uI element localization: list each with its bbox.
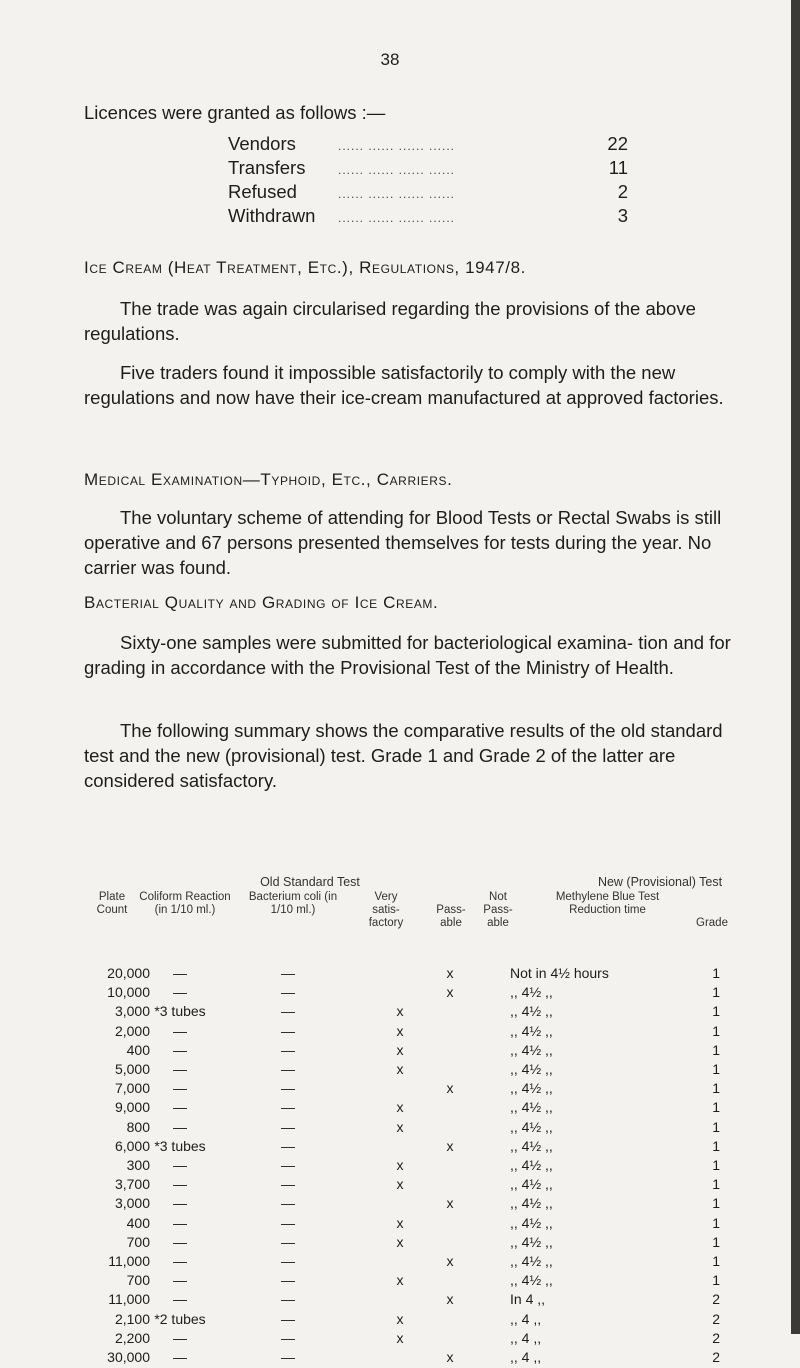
header-grade: Grade [696,917,728,929]
cell-plate-count: 700 [126,1233,150,1250]
table-row [0,1176,800,1195]
licence-label: Withdrawn [228,205,316,226]
cell-grade: 2 [712,1329,720,1346]
cell-plate-count: 11,000 [108,1253,150,1269]
cell-plate-count: 2,100 [114,1310,150,1327]
cell-plate-count: 5,000 [114,1061,150,1077]
cell-plate-count: 300 [126,1157,150,1173]
cell-bacterium-coli: — [281,1099,295,1116]
cell-grade: 1 [712,1118,720,1135]
cell-plate-count: 700 [126,1272,150,1289]
cell-plate-count: 2,000 [114,1022,150,1039]
cell-reduction-time: ,, 4 ,, [510,1329,542,1346]
leader-dots: ...... ...... ...... ...... [338,187,456,201]
cell-coliform: — [173,1041,187,1058]
cell-grade: 1 [712,1022,720,1039]
cell-grade: 1 [712,1253,720,1269]
cell-reduction-time: ,, 4½ ,, [510,1137,553,1154]
cell-bacterium-coli: — [281,1080,295,1097]
cell-reduction-time: ,, 4½ ,, [510,984,553,1001]
cell-coliform: — [173,1061,187,1077]
table-row [0,1311,800,1330]
cell-coliform: — [173,1099,187,1116]
cell-bacterium-coli: — [281,1137,295,1154]
cell-bacterium-coli: — [281,965,295,981]
cell-grade: 1 [712,1272,720,1289]
licence-row [228,157,628,181]
cell-very-satisfactory: x [396,1022,404,1039]
table-row [0,1119,800,1138]
leader-dots: ...... ...... ...... ...... [338,139,456,153]
cell-plate-count: 7,000 [114,1080,150,1097]
bacterial-para-2: The following summary shows the comparative results of the old standard test and the new (provisional) test. Grade 1 and Grade 2 of the latter are considered satisfactory. [84,720,723,791]
table-row [0,1061,800,1080]
ice-cream-para-1: The trade was again circularised regarding the provisions of the above regulations. [84,298,696,344]
cell-coliform: — [173,1195,187,1212]
licence-row [228,181,628,205]
table-row [0,1234,800,1253]
cell-grade: 1 [712,1041,720,1058]
cell-bacterium-coli: — [281,1041,295,1058]
table-row [0,1330,800,1349]
cell-plate-count: 11,000 [108,1291,150,1308]
bacterial-para-1: Sixty-one samples were submitted for bacteriological examina- tion and for grading in accordance with the Provisional Test of the Ministry of Health. [84,632,731,678]
table-row [0,1138,800,1157]
cell-reduction-time: ,, 4½ ,, [510,1022,553,1039]
cell-very-satisfactory: x [396,1061,404,1077]
cell-coliform: — [173,1272,187,1289]
cell-very-satisfactory: x [396,1176,404,1193]
cell-very-satisfactory: x [396,1214,404,1231]
licence-row [228,205,628,229]
licence-value: 3 [617,205,628,226]
cell-bacterium-coli: — [281,1253,295,1269]
cell-coliform: — [173,965,187,981]
group-old-header: Old Standard Test [260,875,360,889]
cell-reduction-time: In 4 ,, [510,1291,546,1308]
cell-passable: x [446,1080,454,1097]
table-row [0,1253,800,1272]
licence-value: 22 [607,133,628,154]
cell-coliform: — [173,1176,187,1193]
header-very-satisfactory: Very satis- factory [368,891,404,929]
cell-very-satisfactory: x [396,1118,404,1135]
cell-grade: 2 [712,1349,720,1365]
table-row [0,1349,800,1368]
medical-heading: Medical Examination—Typhoid, Etc., Carriers. [84,470,453,489]
cell-coliform: — [173,1080,187,1097]
ice-cream-heading: Ice Cream (Heat Treatment, Etc.), Regulations, 1947/8. [84,258,526,277]
header-bacterium-coli: Bacterium coli (in 1/10 ml.) [248,891,338,916]
table-row [0,1157,800,1176]
table-row [0,1291,800,1310]
cell-bacterium-coli: — [281,1272,295,1289]
cell-plate-count: 400 [126,1041,150,1058]
cell-reduction-time: ,, 4½ ,, [510,1041,553,1058]
cell-grade: 1 [712,1233,720,1250]
cell-coliform: *2 tubes [154,1310,206,1327]
cell-coliform: *3 tubes [154,1003,206,1020]
cell-coliform: — [173,1022,187,1039]
licences-intro: Licences were granted as follows :— [84,102,386,123]
cell-reduction-time: ,, 4½ ,, [510,1157,553,1173]
table-row [0,965,800,984]
table-row [0,1099,800,1118]
cell-bacterium-coli: — [281,1003,295,1020]
table-row [0,1272,800,1291]
cell-bacterium-coli: — [281,1157,295,1173]
cell-reduction-time: ,, 4 ,, [510,1310,542,1327]
leader-dots: ...... ...... ...... ...... [338,211,456,225]
cell-coliform: — [173,1233,187,1250]
ice-cream-para-2: Five traders found it impossible satisfactorily to comply with the new regulations and now have their ice-cream manufactured at approved factories. [84,362,724,408]
cell-passable: x [446,984,454,1001]
licence-label: Vendors [228,133,296,154]
cell-grade: 2 [712,1291,720,1308]
cell-grade: 1 [712,1061,720,1077]
cell-grade: 2 [712,1310,720,1327]
licence-value: 2 [617,181,628,202]
cell-very-satisfactory: x [396,1099,404,1116]
header-methylene-blue: Methylene Blue Test Reduction time [555,891,660,916]
cell-very-satisfactory: x [396,1003,404,1020]
cell-reduction-time: ,, 4½ ,, [510,1080,553,1097]
cell-coliform: — [173,1253,187,1269]
cell-very-satisfactory: x [396,1329,404,1346]
cell-passable: x [446,1349,454,1365]
cell-bacterium-coli: — [281,1329,295,1346]
cell-grade: 1 [712,1137,720,1154]
cell-plate-count: 10,000 [107,984,150,1001]
table-row [0,1003,800,1022]
cell-bacterium-coli: — [281,1118,295,1135]
cell-bacterium-coli: — [281,1233,295,1250]
cell-grade: 1 [712,965,720,981]
cell-bacterium-coli: — [281,1195,295,1212]
cell-grade: 1 [712,1099,720,1116]
cell-reduction-time: ,, 4 ,, [510,1349,542,1365]
cell-grade: 1 [712,1080,720,1097]
cell-passable: x [446,1253,454,1269]
cell-coliform: — [173,1214,187,1231]
cell-grade: 1 [712,1195,720,1212]
cell-passable: x [446,1195,454,1212]
cell-coliform: — [173,1329,187,1346]
cell-plate-count: 20,000 [107,965,150,981]
page-number: 38 [380,50,400,69]
cell-grade: 1 [712,1176,720,1193]
cell-reduction-time: ,, 4½ ,, [510,1195,553,1212]
cell-bacterium-coli: — [281,1310,295,1327]
cell-reduction-time: ,, 4½ ,, [510,1176,553,1193]
cell-coliform: *3 tubes [154,1137,206,1154]
cell-reduction-time: ,, 4½ ,, [510,1099,553,1116]
medical-para: The voluntary scheme of attending for Blood Tests or Rectal Swabs is still operative and 67 persons presented themselves for tests during the year. No carrier was found. [84,507,722,578]
cell-reduction-time: ,, 4½ ,, [510,1214,553,1231]
cell-grade: 1 [712,984,720,1001]
cell-coliform: — [173,1118,187,1135]
cell-bacterium-coli: — [281,1214,295,1231]
cell-very-satisfactory: x [396,1233,404,1250]
cell-grade: 1 [712,1214,720,1231]
cell-bacterium-coli: — [281,1349,295,1365]
cell-passable: x [446,1137,454,1154]
cell-grade: 1 [712,1157,720,1173]
cell-plate-count: 9,000 [114,1099,150,1116]
cell-reduction-time: Not in 4½ hours [510,965,609,981]
cell-bacterium-coli: — [281,1291,295,1308]
cell-plate-count: 400 [126,1214,150,1231]
header-coliform: Coliform Reaction (in 1/10 ml.) [139,891,231,916]
cell-reduction-time: ,, 4½ ,, [510,1272,553,1289]
cell-very-satisfactory: x [396,1157,404,1173]
cell-grade: 1 [712,1003,720,1020]
table-row [0,1080,800,1099]
licence-value: 11 [608,157,628,178]
cell-reduction-time: ,, 4½ ,, [510,1061,553,1077]
table-row [0,1042,800,1061]
table-row [0,1023,800,1042]
cell-bacterium-coli: — [281,1176,295,1193]
cell-plate-count: 30,000 [107,1349,150,1365]
cell-plate-count: 800 [126,1118,150,1135]
table-row [0,1215,800,1234]
cell-reduction-time: ,, 4½ ,, [510,1233,553,1250]
cell-plate-count: 3,000 [114,1003,150,1020]
group-new-header: New (Provisional) Test [597,875,723,889]
bacterial-heading: Bacterial Quality and Grading of Ice Cream. [84,593,439,612]
header-not-passable: Not Pass- able [483,891,513,929]
cell-coliform: — [173,1157,187,1173]
header-passable: Pass- able [436,904,466,929]
table-row [0,1195,800,1214]
licence-label: Refused [228,181,297,202]
header-plate-count: Plate Count [96,891,128,916]
cell-bacterium-coli: — [281,984,295,1001]
licence-label: Transfers [228,157,306,178]
cell-plate-count: 3,700 [114,1176,150,1193]
cell-coliform: — [173,1291,187,1308]
cell-bacterium-coli: — [281,1022,295,1039]
licence-row [228,133,628,157]
cell-passable: x [446,965,454,981]
cell-very-satisfactory: x [396,1041,404,1058]
leader-dots: ...... ...... ...... ...... [338,163,456,177]
cell-reduction-time: ,, 4½ ,, [510,1118,553,1135]
cell-plate-count: 2,200 [114,1329,150,1346]
cell-reduction-time: ,, 4½ ,, [510,1253,553,1269]
cell-very-satisfactory: x [396,1272,404,1289]
cell-coliform: — [173,1349,187,1365]
cell-plate-count: 6,000 [114,1137,150,1154]
cell-plate-count: 3,000 [114,1195,150,1212]
cell-reduction-time: ,, 4½ ,, [510,1003,553,1020]
cell-very-satisfactory: x [396,1310,404,1327]
cell-bacterium-coli: — [281,1061,295,1077]
cell-passable: x [446,1291,454,1308]
cell-coliform: — [173,984,187,1001]
table-row [0,984,800,1003]
